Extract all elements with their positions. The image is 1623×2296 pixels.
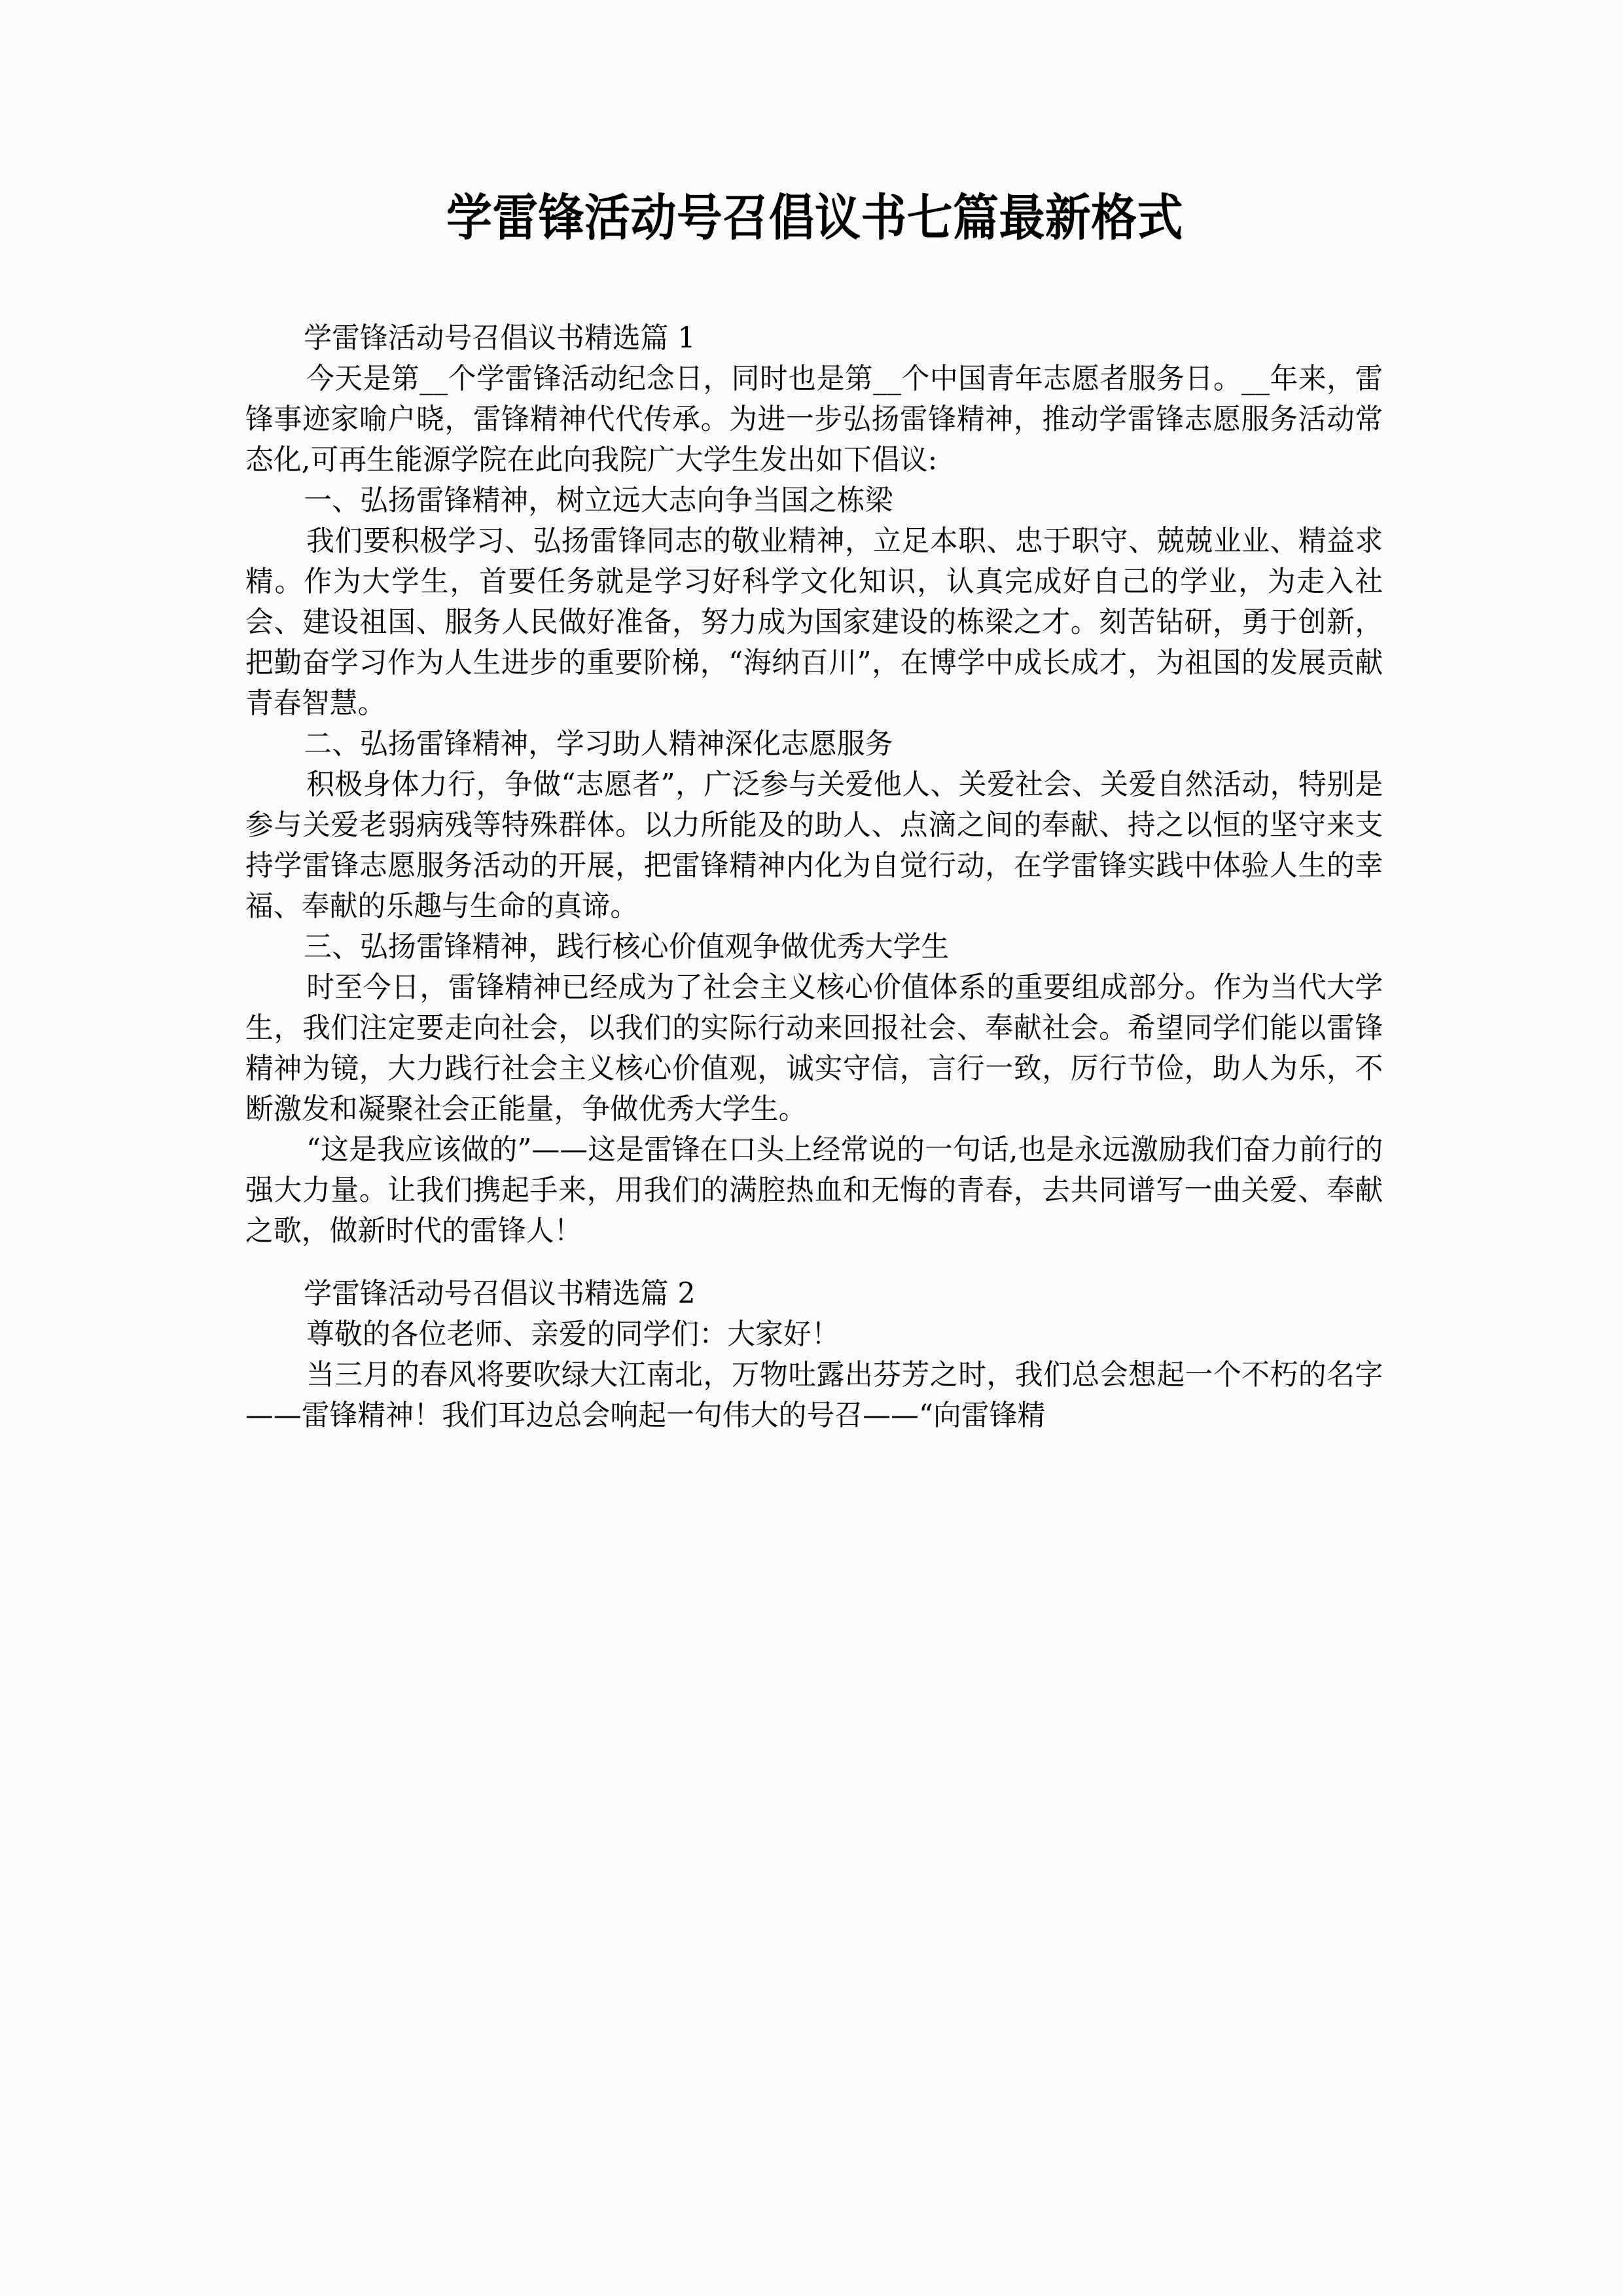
document-body	[245, 318, 1384, 1436]
document-content-column	[245, 0, 1384, 1436]
paragraph-piece2-opening: 当三月的春风将要吹绿大江南北，万物吐露出芬芳之时，我们总会想起一个不朽的名字——雷锋精神！我们耳边总会响起一句伟大的号召——“向雷锋精	[245, 1358, 1383, 1432]
paragraph-piece1-intro: 今天是第__个学雷锋活动纪念日，同时也是第__个中国青年志愿者服务日。__年来，雷锋事迹家喻户晓，雷锋精神代代传承。为进一步弘扬雷锋精神，推动学雷锋志愿服务活动常态化,可再生能源学院在此向我院广大学生发出如下倡议:	[245, 362, 1383, 476]
paragraph-piece1-closing: “这是我应该做的”——这是雷锋在口头上经常说的一句话,也是永远激励我们奋力前行的强大力量。让我们携起手来，用我们的满腔热血和无悔的青春，去共同谱写一曲关爱、奉献之歌，做新时代的雷锋人！	[245, 1133, 1383, 1247]
paragraph-piece1-item-1: 我们要积极学习、弘扬雷锋同志的敬业精神，立足本职、忠于职守、兢兢业业、精益求精。作为大学生，首要任务就是学习好科学文化知识，认真完成好自己的学业，为走入社会、建设祖国、服务人民做好准备，努力成为国家建设的栋梁之才。刻苦钻研，勇于创新，把勤奋学习作为人生进步的重要阶梯，“海纳百川”，在博学中成长成才，为祖国的发展贡献青春智慧。	[245, 524, 1383, 720]
paragraph-piece1-item-3: 时至今日，雷锋精神已经成为了社会主义核心价值体系的重要组成部分。作为当代大学生，我们注定要走向社会，以我们的实际行动来回报社会、奉献社会。希望同学们能以雷锋精神为镜，大力践行社会主义核心价值观，诚实守信，言行一致，厉行节俭，助人为乐，不断激发和凝聚社会正能量，争做优秀大学生。	[245, 971, 1383, 1126]
page-title: 学雷锋活动号召倡议书七篇最新格式	[446, 188, 1184, 247]
paragraph-piece2-salutation: 尊敬的各位老师、亲爱的同学们：大家好！	[306, 1318, 840, 1351]
subheading-piece1-item-3: 三、弘扬雷锋精神，践行核心价值观争做优秀大学生	[304, 930, 950, 963]
section-heading-piece-1: 学雷锋活动号召倡议书精选篇 1	[304, 321, 696, 355]
section-heading-piece-2: 学雷锋活动号召倡议书精选篇 2	[304, 1277, 696, 1310]
paragraph-piece1-item-2: 积极身体力行，争做“志愿者”，广泛参与关爱他人、关爱社会、关爱自然活动，特别是参与关爱老弱病残等特殊群体。以力所能及的助人、点滴之间的奉献、持之以恒的坚守来支持学雷锋志愿服务活动的开展，把雷锋精神内化为自觉行动，在学雷锋实践中体验人生的幸福、奉献的乐趣与生命的真谛。	[245, 768, 1383, 923]
subheading-piece1-item-1: 一、弘扬雷锋精神，树立远大志向争当国之栋梁	[304, 484, 893, 517]
section-spacer	[245, 1251, 1384, 1274]
subheading-piece1-item-2: 二、弘扬雷锋精神，学习助人精神深化志愿服务	[304, 727, 893, 761]
